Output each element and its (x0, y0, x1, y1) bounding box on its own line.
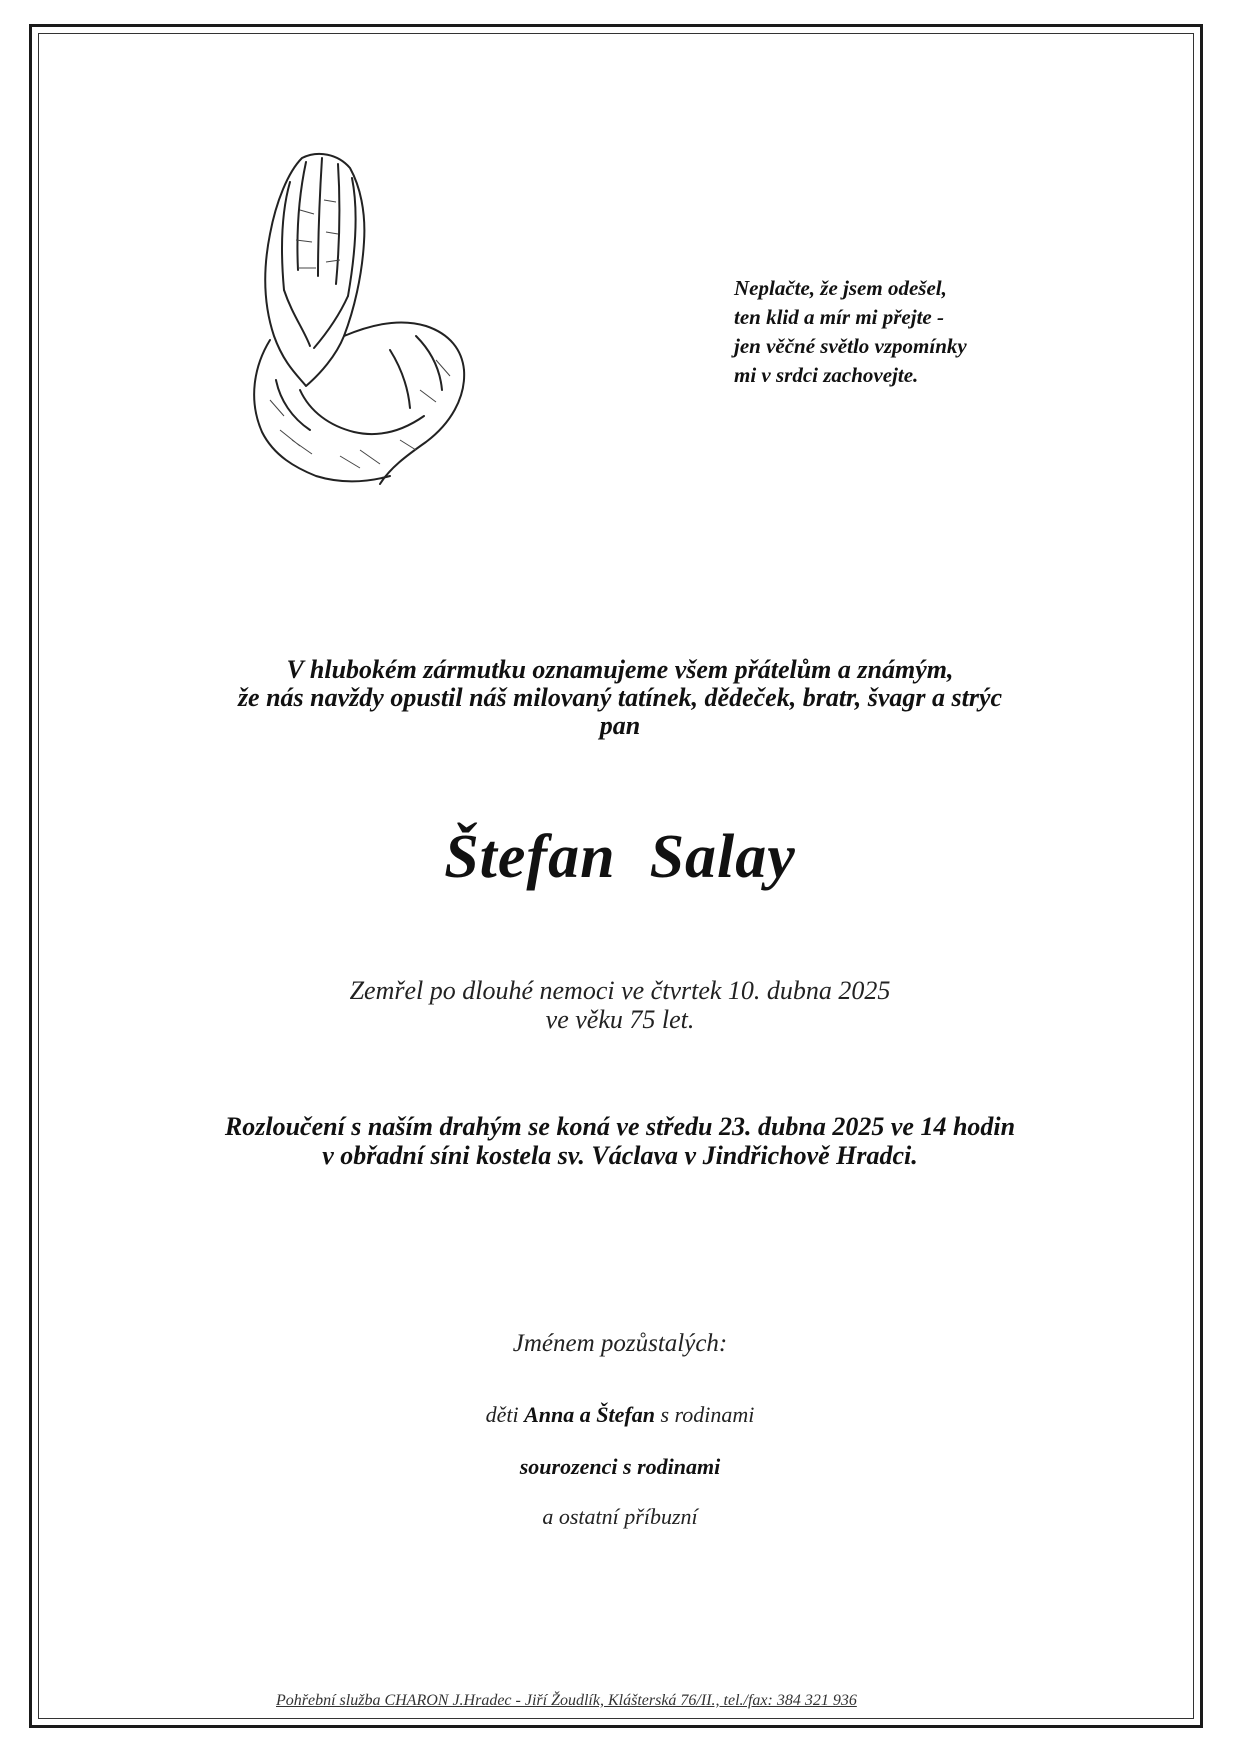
mourners-siblings: sourozenci s rodinami (519, 1454, 721, 1479)
mourners-children (0, 1402, 1240, 1428)
death-line: ve věku 75 let. (545, 1005, 695, 1034)
poem-line: ten klid a mír mi přejte - (734, 305, 944, 329)
death-details (0, 976, 1240, 1034)
announcement-line: pan (599, 711, 641, 740)
farewell-line: v obřadní síni kostela sv. Václava v Jindřichově Hradci. (322, 1141, 918, 1170)
mourners-heading: Jménem pozůstalých: (512, 1330, 728, 1357)
announcement-text (0, 656, 1240, 740)
deceased-last-name: Salay (649, 823, 796, 891)
memorial-poem (734, 274, 967, 390)
poem-line: mi v srdci zachovejte. (734, 363, 919, 387)
announcement-line: V hlubokém zármutku oznamujeme všem přátelům a známým, (286, 655, 954, 684)
deceased-name (0, 822, 1240, 892)
mourners-relatives: a ostatní příbuzní (542, 1504, 698, 1529)
deceased-first-name: Štefan (444, 823, 616, 891)
announcement-line: že nás navždy opustil náš milovaný tatínek, dědeček, bratr, švagr a strýc (237, 683, 1003, 712)
poem-line: Neplačte, že jsem odešel, (734, 276, 947, 300)
farewell-line: Rozloučení s naším drahým se koná ve středu 23. dubna 2025 ve 14 hodin (224, 1112, 1016, 1141)
children-suffix: s rodinami (660, 1402, 755, 1427)
poem-line: jen věčné světlo vzpomínky (734, 334, 967, 358)
children-names: Anna a Štefan (524, 1402, 655, 1427)
praying-hands-icon (240, 150, 510, 490)
death-line: Zemřel po dlouhé nemoci ve čtvrtek 10. dubna 2025 (349, 976, 891, 1005)
funeral-service-footer: Pohřební služba CHARON J.Hradec - Jiří Žoudlík, Klášterská 76/II., tel./fax: 384 321 936 (276, 1692, 857, 1709)
farewell-details (0, 1112, 1240, 1170)
children-prefix: děti (485, 1402, 519, 1427)
